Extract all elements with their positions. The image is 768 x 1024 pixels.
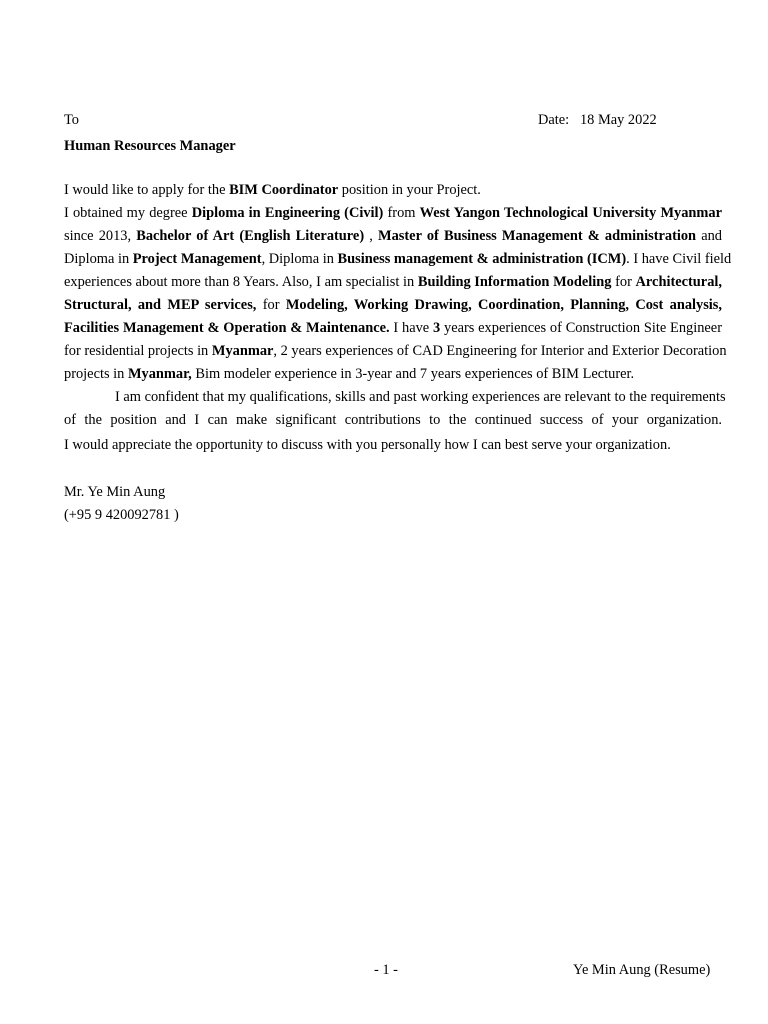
- body-line: [64, 413, 722, 427]
- text: Diploma in: [64, 251, 133, 267]
- bold-text: Myanmar: [211, 343, 274, 359]
- date-label: Date:: [538, 112, 570, 128]
- body-line: [64, 298, 722, 312]
- body-line: [64, 343, 727, 359]
- body-line: [64, 251, 732, 267]
- text: of the position and I can make significant contributions to the continued success of your organization.: [64, 412, 722, 428]
- text: I am confident that my qualifications, skills and past working experiences are relevant to the requirements: [115, 389, 726, 405]
- text: since 2013,: [64, 228, 137, 244]
- text: experiences about more than 8 Years. Also, I am specialist in: [64, 274, 418, 290]
- bold-text: Diploma in Engineering (Civil): [191, 205, 384, 221]
- bold-text: BIM Coordinator: [229, 182, 339, 198]
- text: years experiences of Construction Site Engineer: [440, 320, 722, 336]
- bold-text: Modeling, Working Drawing, Coordination, Planning, Cost analysis,: [285, 297, 723, 313]
- page-number: - 1 -: [374, 962, 398, 978]
- text: for residential projects in: [64, 343, 212, 359]
- bold-text: Building Information Modeling: [417, 274, 612, 290]
- body-line: [64, 438, 722, 452]
- signature-name: Mr. Ye Min Aung: [64, 484, 166, 500]
- signature-phone: (+95 9 420092781 ): [64, 507, 179, 523]
- bold-text: Business management & administration (ICM): [337, 251, 627, 267]
- text: I would appreciate the opportunity to discuss with you personally how I can best serve your organization.: [64, 437, 671, 453]
- recipient-title: Human Resources Manager: [64, 138, 236, 154]
- bold-text: Master of Business Management & administration: [378, 228, 697, 244]
- bold-text: 3: [432, 320, 441, 336]
- body-line: [64, 321, 722, 335]
- body-line: [64, 183, 722, 197]
- text: for: [256, 297, 286, 313]
- bold-text: West Yangon Technological University Myanmar: [419, 205, 723, 221]
- body-line: [115, 389, 726, 405]
- body-line: [64, 206, 722, 220]
- text: for: [611, 274, 636, 290]
- bold-text: Facilities Management & Operation & Maintenance.: [64, 320, 390, 336]
- body-line: [64, 275, 722, 289]
- text: . I have Civil field: [626, 251, 732, 267]
- text: and: [696, 228, 722, 244]
- bold-text: Myanmar,: [127, 366, 192, 382]
- body-line: [64, 367, 722, 381]
- bold-text: Project Management: [132, 251, 262, 267]
- bold-text: Bachelor of Art (English Literature): [136, 228, 365, 244]
- text: projects in: [64, 366, 128, 382]
- date-value: 18 May 2022: [579, 112, 657, 128]
- date-field: [538, 113, 657, 127]
- text: I would like to apply for the: [64, 182, 230, 198]
- text: , 2 years experiences of CAD Engineering for Interior and Exterior Decoration: [273, 343, 727, 359]
- text: I have: [389, 320, 433, 336]
- bold-text: Structural, and MEP services,: [64, 297, 257, 313]
- bold-text: Architectural,: [635, 274, 722, 290]
- text: position in your Project.: [338, 182, 481, 198]
- text: , Diploma in: [261, 251, 338, 267]
- text: I obtained my degree: [64, 205, 192, 221]
- footer-doc-label: Ye Min Aung (Resume): [573, 962, 711, 978]
- body-line: [64, 229, 722, 243]
- text: from: [383, 205, 420, 221]
- text: ,: [364, 228, 379, 244]
- to-label: To: [64, 112, 79, 128]
- text: Bim modeler experience in 3-year and 7 years experiences of BIM Lecturer.: [191, 366, 635, 382]
